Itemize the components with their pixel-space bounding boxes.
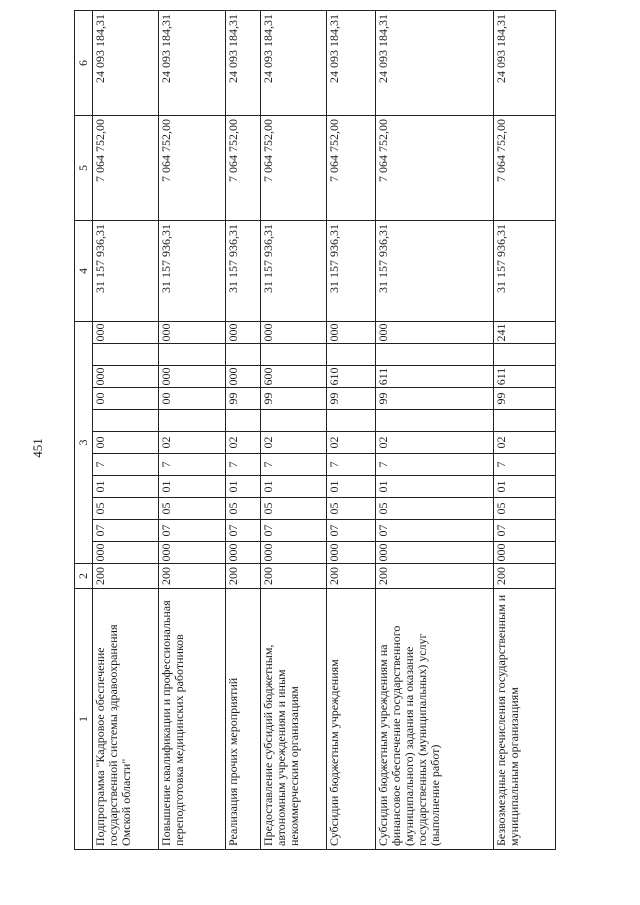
value-col-4: 31 157 936,31	[376, 221, 494, 322]
code-spacer	[260, 344, 326, 366]
header-col-3: 3	[75, 322, 93, 564]
code-part: 00	[93, 432, 159, 454]
code-part: 01	[260, 476, 326, 498]
code-part: 05	[376, 498, 494, 520]
code-part: 07	[159, 520, 225, 542]
code-part: 000	[376, 542, 494, 564]
code-part: 000	[159, 322, 225, 344]
code-spacer	[493, 410, 555, 432]
code-part: 7	[327, 454, 376, 476]
code-part: 000	[93, 366, 159, 388]
header-col-2: 2	[75, 564, 93, 589]
header-col-4: 4	[75, 221, 93, 322]
code-part: 610	[327, 366, 376, 388]
code-part: 02	[327, 432, 376, 454]
code-part: 7	[159, 454, 225, 476]
code-spacer	[327, 344, 376, 366]
row-code-200: 200	[260, 564, 326, 589]
value-col-5: 7 064 752,00	[376, 116, 494, 221]
header-col-6: 6	[75, 11, 93, 116]
value-col-4: 31 157 936,31	[225, 221, 260, 322]
code-part: 05	[260, 498, 326, 520]
budget-table-sheet	[74, 10, 556, 850]
code-part: 05	[225, 498, 260, 520]
code-part: 02	[159, 432, 225, 454]
row-code-200: 200	[493, 564, 555, 589]
code-part: 07	[225, 520, 260, 542]
table-row	[159, 11, 225, 850]
value-col-6: 24 093 184,31	[93, 11, 159, 116]
code-part: 7	[376, 454, 494, 476]
code-part: 02	[376, 432, 494, 454]
code-part: 000	[159, 366, 225, 388]
row-name: Субсидии бюджетным учреждениям	[327, 589, 376, 850]
code-spacer	[225, 344, 260, 366]
code-part: 99	[327, 388, 376, 410]
row-name: Реализация прочих мероприятий	[225, 589, 260, 850]
code-spacer	[93, 410, 159, 432]
code-part: 000	[493, 542, 555, 564]
code-part: 000	[225, 322, 260, 344]
code-spacer	[93, 344, 159, 366]
code-part: 01	[225, 476, 260, 498]
value-col-4: 31 157 936,31	[260, 221, 326, 322]
row-name: Предоставление субсидий бюджетным, автономным учреждениям и иным некоммерческим организациям	[260, 589, 326, 850]
code-part: 07	[327, 520, 376, 542]
value-col-5: 7 064 752,00	[159, 116, 225, 221]
code-part: 01	[493, 476, 555, 498]
code-part: 07	[260, 520, 326, 542]
value-col-5: 7 064 752,00	[93, 116, 159, 221]
value-col-4: 31 157 936,31	[327, 221, 376, 322]
code-part: 05	[327, 498, 376, 520]
code-part: 01	[327, 476, 376, 498]
table-row	[93, 11, 159, 850]
row-name: Подпрограмма "Кадровое обеспечение государственной системы здравоохранения Омской области"	[93, 589, 159, 850]
code-part: 01	[159, 476, 225, 498]
code-part: 000	[260, 542, 326, 564]
code-spacer	[376, 410, 494, 432]
code-part: 7	[493, 454, 555, 476]
code-part: 000	[376, 322, 494, 344]
row-name: Субсидии бюджетным учреждениям на финансовое обеспечение государственного (муниципального) задания на оказание государственных (муниципальных) услуг (выполнение работ)	[376, 589, 494, 850]
code-part: 000	[327, 322, 376, 344]
code-part: 000	[93, 542, 159, 564]
code-part: 000	[327, 542, 376, 564]
code-part: 99	[260, 388, 326, 410]
header-row	[75, 11, 93, 850]
code-part: 600	[260, 366, 326, 388]
code-spacer	[260, 410, 326, 432]
row-code-200: 200	[93, 564, 159, 589]
code-part: 000	[159, 542, 225, 564]
code-part: 07	[493, 520, 555, 542]
code-spacer	[376, 344, 494, 366]
value-col-6: 24 093 184,31	[159, 11, 225, 116]
value-col-6: 24 093 184,31	[260, 11, 326, 116]
value-col-5: 7 064 752,00	[225, 116, 260, 221]
value-col-5: 7 064 752,00	[327, 116, 376, 221]
code-part: 99	[493, 388, 555, 410]
value-col-6: 24 093 184,31	[327, 11, 376, 116]
table-row	[376, 11, 494, 850]
value-col-4: 31 157 936,31	[493, 221, 555, 322]
value-col-6: 24 093 184,31	[493, 11, 555, 116]
code-spacer	[159, 344, 225, 366]
code-part: 00	[93, 388, 159, 410]
value-col-5: 7 064 752,00	[260, 116, 326, 221]
row-code-200: 200	[327, 564, 376, 589]
value-col-6: 24 093 184,31	[225, 11, 260, 116]
row-name: Повышение квалификации и профессиональная переподготовка медицинских работников	[159, 589, 225, 850]
code-spacer	[493, 344, 555, 366]
code-part: 01	[376, 476, 494, 498]
code-part: 00	[159, 388, 225, 410]
code-part: 05	[159, 498, 225, 520]
table-row	[260, 11, 326, 850]
code-part: 99	[225, 388, 260, 410]
code-part: 01	[93, 476, 159, 498]
code-part: 7	[225, 454, 260, 476]
table-row	[327, 11, 376, 850]
code-part: 07	[93, 520, 159, 542]
value-col-5: 7 064 752,00	[493, 116, 555, 221]
code-part: 611	[493, 366, 555, 388]
code-spacer	[327, 410, 376, 432]
row-code-200: 200	[376, 564, 494, 589]
value-col-4: 31 157 936,31	[159, 221, 225, 322]
row-code-200: 200	[159, 564, 225, 589]
header-col-5: 5	[75, 116, 93, 221]
code-part: 7	[260, 454, 326, 476]
code-part: 99	[376, 388, 494, 410]
code-part: 241	[493, 322, 555, 344]
code-part: 05	[93, 498, 159, 520]
header-col-1: 1	[75, 589, 93, 850]
code-spacer	[225, 410, 260, 432]
row-code-200: 200	[225, 564, 260, 589]
code-part: 02	[225, 432, 260, 454]
budget-table	[74, 10, 556, 850]
code-part: 05	[493, 498, 555, 520]
value-col-4: 31 157 936,31	[93, 221, 159, 322]
table-row	[225, 11, 260, 850]
code-part: 000	[225, 542, 260, 564]
page-number: 451	[29, 438, 45, 458]
row-name: Безвозмездные перечисления государственным и муниципальным организациям	[493, 589, 555, 850]
code-part: 611	[376, 366, 494, 388]
code-part: 7	[93, 454, 159, 476]
code-part: 02	[260, 432, 326, 454]
code-part: 000	[225, 366, 260, 388]
code-part: 07	[376, 520, 494, 542]
code-part: 000	[260, 322, 326, 344]
table-row	[493, 11, 555, 850]
code-part: 02	[493, 432, 555, 454]
value-col-6: 24 093 184,31	[376, 11, 494, 116]
code-part: 000	[93, 322, 159, 344]
code-spacer	[159, 410, 225, 432]
